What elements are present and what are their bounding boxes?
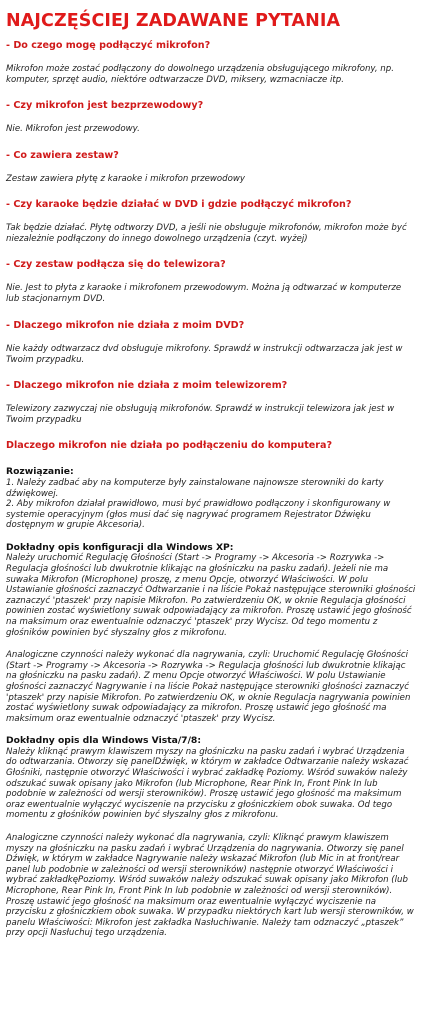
faq-question-7: - Dlaczego mikrofon nie działa z moim telewizorem?: [6, 380, 288, 392]
xp-recording-paragraph: Analogiczne czynności należy wykonać dla nagrywania, czyli: Uruchomić Regulację Głośności (Start -> Programy -> Akcesoria -> Rozrywka -> Regulacja głośności lub dwukrotnie klikając na głośniczku na pasku zadań). Z menu Opcje otworzyć Właściwości. W polu Ustawianie głośności zaznaczyć Nagrywanie i na liście Pokaż następujące sterowniki głośności zaznaczyć 'ptaszek' przy napisie Mikrofon. Po zatwierdzeniu OK, w oknie Regulacja nagrywania powinien zostać wyświetlony suwak odpowiadający za mikrofon. Proszę ustawić jego głośność ma maksimum oraz ewentualnie odznaczyć 'ptaszek' przy Wycisz.: [6, 650, 411, 724]
faq-answer-7: Telewizory zazwyczaj nie obsługują mikrofonów. Sprawdź w instrukcji telewizora jak jest w Twoim przypadku: [6, 404, 395, 426]
faq-question-6: - Dlaczego mikrofon nie działa z moim DVD?: [6, 319, 245, 331]
faq-answer-4: Tak będzie działać. Płytę odtworzy DVD, a jeśli nie obsługuje mikrofonów, mikrofon może być niezależnie podłączony do innego dowolnego urządzenia (czyt. wyżej): [6, 222, 407, 245]
xp-heading: Dokładny opis konfiguracji dla Windows XP:: [6, 541, 234, 553]
solution-step-1: 1. Należy zadbać aby na komputerze były zainstalowane najnowsze sterowniki do karty dźwiękowej.: [6, 477, 384, 499]
faq-answer-1: Mikrofon może zostać podłączony do dowolnego urządzenia obsługującego mikrofony, np. komputer, sprzęt audio, niektóre odtwarzacze DVD, miksery, wzmacniacze itp.: [6, 64, 394, 86]
solution-section: [6, 466, 416, 530]
faq-answer-6: Nie każdy odtwarzacz dvd obsługuje mikrofony. Sprawdź w instrukcji odtwarzacza jak jest w Twoim przypadku.: [6, 343, 403, 365]
solution-step-2: 2. Aby mikrofon działał prawidłowo, musi być prawidłowo podłączony i skonfigurowany w systemie operacyjnym (głos musi dać się nagrywać programem Rejestrator Dźwięku dostępnym w grupie Akcesoria).: [6, 499, 391, 531]
xp-section: [6, 542, 416, 724]
solution-heading: Rozwiązanie:: [6, 466, 74, 478]
page-title: NAJCZĘŚCIEJ ZADAWANE PYTANIA: [6, 11, 341, 31]
faq-answer-5: Nie. Jest to płyta z karaoke i mikrofonem przewodowym. Można ją odtwarzać w komputerze lub stacjonarnym DVD.: [6, 283, 402, 305]
vista-heading: Dokładny opis dla Windows Vista/7/8:: [6, 735, 201, 747]
vista-playback-paragraph: Należy kliknąć prawym klawiszem myszy na głośniczku na pasku zadań i wybrać Urządzenia do odtwarzania. Otworzy się panelDźwięk, w którym w zakładce Odtwarzanie należy wskazać Głośniki, następnie otworzyć Właściwości i wybrać zakładkę Poziomy. Wśród suwaków należy odszukać suwak opisany jako Mikrofon (lub Microphone, Rear Pink In, Front Pink In lub podobnie w zależności od wersji sterowników). Proszę ustawić jego głośność ma maksimum oraz ewentualnie wyłączyć wyciszenie na przycisku z głośniczkiem obok suwaka. Od tego momentu z głośników powinien być słyszalny głos z mikrofonu.: [6, 746, 409, 821]
faq-question-1: - Do czego mogę podłączyć mikrofon?: [6, 40, 211, 51]
faq-answer-3: Zestaw zawiera płytę z karaoke i mikrofon przewodowy: [6, 173, 246, 184]
vista-recording-paragraph: Analogiczne czynności należy wykonać dla nagrywania, czyli: Kliknąć prawym klawiszem myszy na głośniczku na pasku zadań i wybrać Urządzenia do nagrywania. Otworzy się panel Dźwięk, w którym w zakładce Nagrywanie należy wskazać Mikrofon (lub Mic in at front/rear panel lub podobnie w zależności od wersji sterowników) następnie otworzyć Właściwości i wybrać zakładkęPoziomy. Wśród suwaków należy odszukać suwak opisany jako Mikrofon (lub Microphone, Rear Pink In, Front Pink In lub podobnie w zależności od wersji sterowników). Proszę ustawić jego głośność na maksimum oraz ewentualnie wyłączyć wyciszenie na przycisku z głośniczkiem obok suwaka. W przypadku niektórych kart lub wersji sterowników, w panelu Właściwości: Mikrofon jest zakładka Nasłuchiwanie. Należy tam odznaczyć „ptaszek” przy opcji Nasłuchuj tego urządzenia.: [6, 832, 414, 939]
computer-question: Dlaczego mikrofon nie działa po podłączeniu do komputera?: [6, 440, 333, 452]
faq-question-2: - Czy mikrofon jest bezprzewodowy?: [6, 100, 204, 112]
faq-answer-2: Nie. Mikrofon jest przewodowy.: [6, 124, 140, 135]
faq-question-3: - Co zawiera zestaw?: [6, 149, 119, 161]
xp-playback-paragraph: Należy uruchomić Regulację Głośności (Start -> Programy -> Akcesoria -> Rozrywka -> Regulacja głośności lub dwukrotnie klikając na głośniczku na pasku zadań). Jeżeli nie ma suwaka Mikrofon (Microphone) proszę, z menu Opcje, otworzyć Właściwości. W polu Ustawianie głośności zaznaczyć Odtwarzanie i na liście Pokaż następujące sterowniki głośności zaznaczyć 'ptaszek' przy napisie Mikrofon. Po zatwierdzeniu OK, w oknie Regulacja głośności powinien zostać wyświetlony suwak odpowiadający za mikrofon. Proszę ustawić jego głośność na maksimum oraz ewentualnie odznaczyć 'ptaszek' przy Wycisz. Od tego momentu z głośników powinien być słyszalny głos z mikrofonu.: [6, 553, 416, 638]
faq-question-5: - Czy zestaw podłącza się do telewizora?: [6, 259, 226, 271]
faq-question-4: - Czy karaoke będzie działać w DVD i gdzie podłączyć mikrofon?: [6, 198, 352, 210]
vista-section: [6, 735, 416, 939]
